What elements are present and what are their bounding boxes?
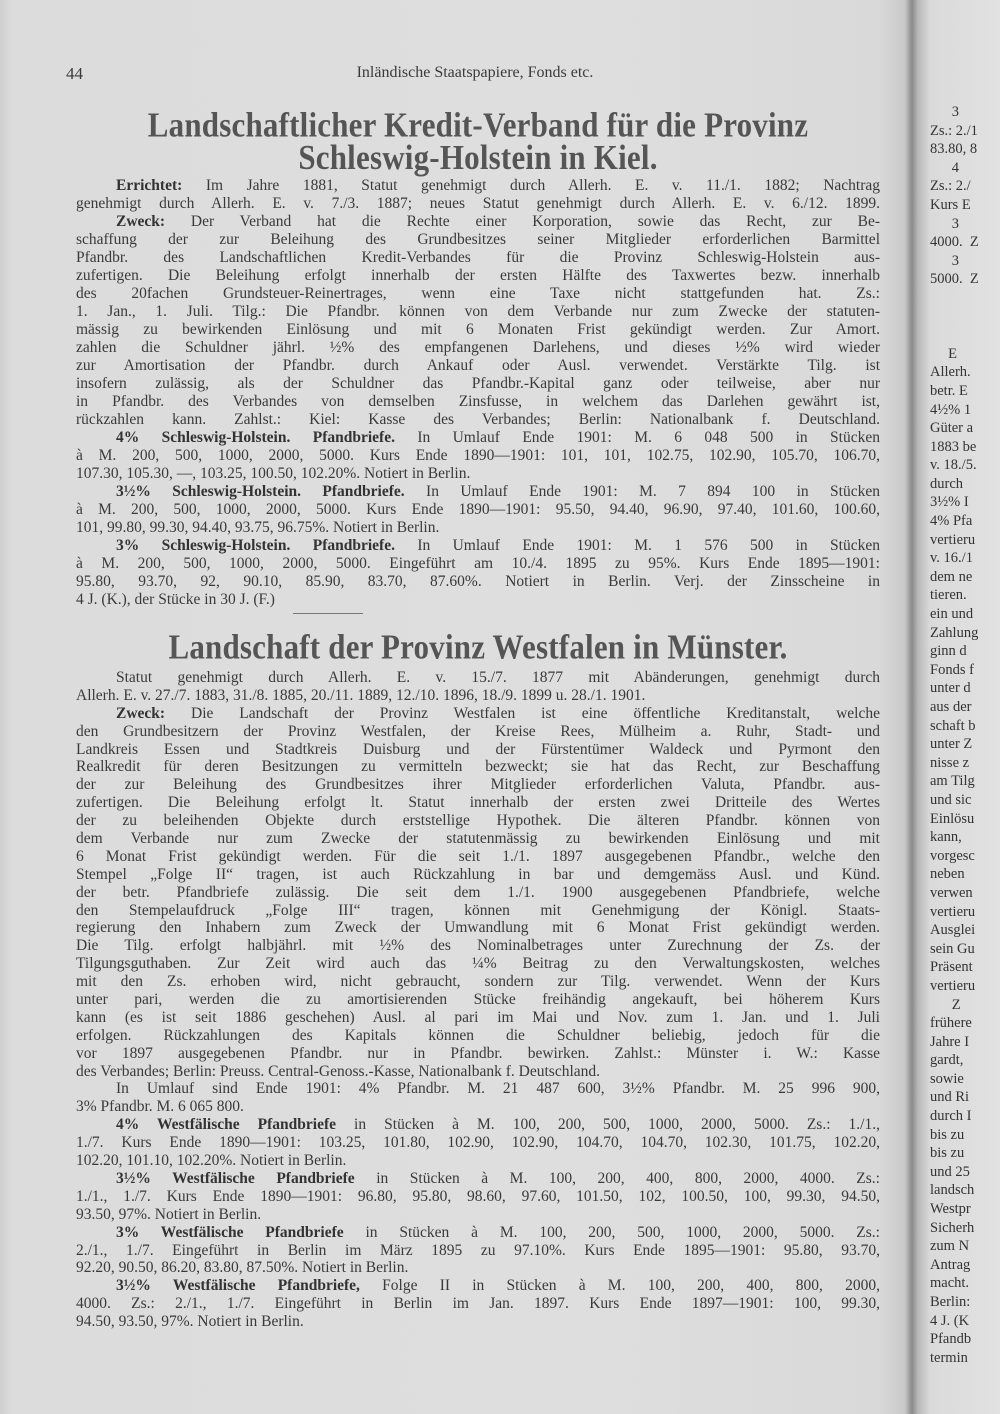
fragment-line: durch I — [930, 1108, 972, 1125]
line-text: Die Tilg. erfolgt halbjährl. mit ½% des Nominalbetrages unter Zurechnung der Zs. der — [76, 937, 880, 955]
text-line — [76, 501, 880, 519]
fragment-line: 3 — [930, 215, 959, 232]
text-line — [76, 1206, 880, 1224]
text-line — [76, 1259, 880, 1277]
line-text: dem Verbande nur zum Zwecke der statutenmässig zu bewirkenden Einlösung und mit — [76, 830, 880, 848]
fragment-line: Allerh. — [930, 364, 971, 381]
line-text: 93.50, 97%. Notiert in Berlin. — [76, 1205, 262, 1223]
fragment-line: am Tilg — [930, 773, 975, 790]
line-text: rückzahlen kann. Zahlst.: Kiel: Kasse des Verbandes; Berlin: Nationalbank f. Deutschland. — [76, 411, 880, 428]
fragment-line: Antrag — [930, 1256, 971, 1273]
fragment-line: Berlin: — [930, 1294, 971, 1310]
text-line — [76, 1027, 880, 1045]
fragment-line: zum N — [930, 1238, 970, 1255]
text-line — [76, 1009, 880, 1027]
text-line — [76, 794, 880, 812]
line-text: Die Landschaft der Provinz Westfalen ist eine öffentliche Kreditanstalt, welche — [165, 704, 880, 722]
line-text: 1./1., 1./7. Kurs Ende 1890—1901: 96.80, 95.80, 98.60, 97.60, 101.50, 102, 100.50, 100, 99.30, 94.50, — [76, 1187, 880, 1205]
line-text: zur Amortisation der Pfandbr. durch Ankauf oder Ausl. verwendet. Verstärkte Tilg. ist — [76, 357, 880, 374]
fragment-line: Fonds f — [930, 661, 974, 678]
fragment-line: v. 18./5. — [930, 457, 977, 474]
line-text: Im Jahre 1881, Statut genehmigt durch Allerh. E. v. 11./1. 1882; Nachtrag — [182, 177, 880, 194]
text-line — [76, 919, 880, 937]
fragment-line: sein Gu — [930, 940, 975, 957]
text-line — [76, 519, 880, 537]
line-text: kann (es ist seit 1886 geschehen) Ausl. al pari im Mai und Nov. zum 1. Jan. und 1. Juli — [76, 1008, 880, 1026]
text-line — [76, 687, 880, 705]
line-text: den Grundbesitzern der Provinz Westfalen, der Kreise Rees, Mülheim a. Ruhr, Stadt- und — [76, 722, 880, 740]
line-text: in Stücken à M. 100, 200, 500, 1000, 2000, 5000. Zs.: — [343, 1223, 880, 1241]
fragment-line: unter d — [930, 680, 971, 697]
fragment-line: E — [930, 345, 957, 362]
fragment-line: 4000. Z — [930, 234, 979, 251]
text-line — [76, 429, 880, 447]
fragment-line — [930, 326, 1000, 345]
line-text: Tilgungsguthaben. Zur Zeit wird auch das ¼% Beitrag zu den Verwaltungskosten, welches — [76, 955, 880, 973]
fragment-line: Pfandb — [930, 1331, 972, 1348]
line-text: regierung den Inhabern zum Zweck der Umwandlung mit 6 Monat Frist gekündigt werden. — [76, 919, 880, 937]
fragment-line: dem ne — [930, 568, 973, 585]
fragment-line: 83.80, 8 — [930, 141, 978, 158]
line-text: à M. 200, 500, 1000, 2000, 5000. Eingeführt am 10./4. 1895 zu 95%. Kurs Ende 1895—1901: — [76, 555, 880, 572]
text-line — [76, 375, 880, 393]
fragment-line: unter Z — [930, 736, 973, 753]
line-text: 3% Pfandbr. M. 6 065 800. — [76, 1098, 244, 1116]
fragment-line — [930, 308, 1000, 327]
line-text: In Umlauf Ende 1901: M. 1 576 500 in Stücken — [394, 537, 880, 554]
line-text: Pfandbr. des Landschaftlichen Kredit-Verbandes für die Provinz Schleswig-Holstein aus- — [76, 249, 880, 266]
bold-lead: 3½% Westfälische Pfandbriefe, — [116, 1277, 360, 1295]
fragment-line: schaft b — [930, 717, 976, 734]
line-text: in Pfandbr. des Verbandes von demselben Zinsfusse, in welchem das Darlehen gewährt ist, — [76, 393, 880, 410]
text-line — [76, 303, 880, 321]
line-text: unter pari, werden die zu amortisierenden Stücke freihändig angekauft, bei höherem Kurs — [76, 991, 880, 1009]
fragment-line: und Ri — [930, 1089, 970, 1106]
fragment-line: betr. E — [930, 382, 968, 399]
fragment-line: tieren. — [930, 587, 967, 604]
line-text: schaffung der zur Beleihung des Grundbesitzes seiner Mitglieder erforderlichen Barmittel — [76, 231, 880, 248]
text-line — [76, 991, 880, 1009]
line-text: 94.50, 93.50, 97%. Notiert in Berlin. — [76, 1313, 304, 1331]
fragment-line: sowie — [930, 1070, 964, 1087]
fragment-line: Präsent — [930, 959, 973, 976]
fragment-line: aus der — [930, 699, 972, 715]
text-line — [76, 537, 880, 555]
text-line — [76, 231, 880, 249]
fragment-line: und 25 — [930, 1163, 970, 1180]
fragment-line: Ausglei — [930, 922, 976, 939]
fragment-line: Jahre I — [930, 1033, 970, 1050]
bold-lead: Zweck: — [116, 704, 166, 722]
line-text: Realkredit für deren Besitzungen zu vermitteln bezweckt; sie hat das Recht, zur Beschaffung — [76, 758, 880, 776]
section-separator — [293, 613, 363, 614]
line-text: 107.30, 105.30, —, 103.25, 100.50, 102.20%. Notiert in Berlin. — [76, 465, 471, 482]
bold-lead: 4% Schleswig-Holstein. Pfandbriefe. — [116, 429, 395, 446]
text-line — [76, 937, 880, 955]
text-line — [76, 1098, 880, 1116]
line-text: à M. 200, 500, 1000, 2000, 5000. Kurs Ende 1890—1901: 95.50, 94.40, 96.90, 97.40, 101.60, 100.60, — [76, 501, 880, 518]
line-text: vor 1897 ausgegebenen Pfandbr. nur in Pfandbr. bewirken. Zahlst.: Münster i. W.: Kasse — [76, 1044, 880, 1062]
fragment-line: 5000. Z — [930, 271, 979, 288]
line-text: 102.20, 101.10, 102.20%. Notiert in Berlin. — [76, 1152, 347, 1170]
fragment-line: Kurs E — [930, 196, 971, 213]
line-text: Stempel „Folge II“ tragen, ist auch Rückzahlung in bar und demgemäss Ausl. und Künd. — [76, 865, 880, 883]
text-line — [76, 285, 880, 303]
line-text: 92.20, 90.50, 86.20, 83.80, 87.50%. Notiert in Berlin. — [76, 1259, 409, 1277]
fragment-line: und sic — [930, 791, 972, 808]
text-line — [76, 830, 880, 848]
line-text: In Umlauf Ende 1901: M. 6 048 500 in Stücken — [394, 429, 880, 446]
text-line — [76, 249, 880, 267]
line-text: Landkreis Essen und Stadtkreis Duisburg und der Fürstentümer Waldeck und Pyrmont den — [76, 740, 880, 758]
fragment-line: 4 — [930, 159, 959, 176]
line-text: der zur Beleihung des Grundbesitzes ihrer Mitglieder erforderlichen Valuta, Pfandbr. aus- — [76, 776, 880, 794]
fragment-line: Zahlung — [930, 624, 979, 641]
bold-lead: Errichtet: — [116, 177, 183, 194]
text-line — [76, 758, 880, 776]
bold-lead: 3½% Westfälische Pfandbriefe — [116, 1169, 355, 1187]
line-text: Folge II in Stücken à M. 100, 200, 400, 800, 2000, — [359, 1277, 880, 1295]
text-line — [76, 1224, 880, 1242]
text-line — [76, 1063, 880, 1081]
section-body-schleswig-holstein — [76, 177, 880, 609]
line-text: der zu beleihenden Objekte durch erststellige Hypothek. Die älteren Pfandbr. können von — [76, 812, 880, 830]
text-line — [76, 555, 880, 573]
fragment-line: 3½% I — [930, 494, 969, 511]
line-text: mit den Zs. erhoben wird, nicht gebraucht, sondern zur Tilg. verwendet. Wenn der Kurs — [76, 973, 880, 991]
fragment-line: Z — [930, 996, 961, 1013]
line-text: des 20fachen Grundsteuer-Reinertrages, wenn eine Taxe nicht stattgefunden hat. Zs.: — [76, 285, 880, 302]
text-line — [76, 1277, 880, 1295]
text-line — [76, 973, 880, 991]
text-line — [76, 1045, 880, 1063]
text-line — [76, 447, 880, 465]
bold-lead: 3½% Schleswig-Holstein. Pfandbriefe. — [116, 483, 405, 500]
bold-lead: 3% Westfälische Pfandbriefe — [116, 1223, 344, 1241]
line-text: Der Verband hat die Rechte einer Korporation, sowie das Recht, zur Be- — [165, 213, 880, 230]
line-text: in Stücken à M. 100, 200, 400, 800, 2000, 4000. Zs.: — [354, 1169, 880, 1187]
line-text: der betr. Pfandbriefe zulässig. Die seit dem 1./1. 1900 ausgegebenen Pfandbriefe, welche — [76, 883, 880, 901]
page-number: 44 — [66, 64, 83, 83]
text-line — [76, 1170, 880, 1188]
title-line: Schleswig-Holstein in Kiel. — [298, 137, 658, 177]
text-line — [76, 1242, 880, 1260]
fragment-line: 4 J. (K — [930, 1312, 970, 1329]
line-text: zufertigen. Die Beleihung erfolgt lt. Statut innerhalb der ersten zwei Dritteile des Wertes — [76, 794, 880, 812]
text-line — [76, 902, 880, 920]
text-line — [76, 812, 880, 830]
text-line — [76, 1134, 880, 1152]
fragment-line: 3 — [930, 252, 959, 269]
fragment-line: termin — [930, 1349, 968, 1366]
fragment-line: neben — [930, 866, 965, 883]
line-text: zufertigen. Die Beleihung erfolgt innerhalb der ersten Hälfte des Taxwertes bezw. innerhalb — [76, 267, 880, 284]
text-line — [76, 1152, 880, 1170]
text-line — [76, 776, 880, 794]
fragment-line: 4½% 1 — [930, 401, 972, 418]
fragment-line: Zs.: 2./1 — [930, 122, 978, 139]
title-line: Landschaftlicher Kredit-Verband für die Provinz — [147, 105, 809, 145]
text-line — [76, 177, 880, 195]
bold-lead: 3% Schleswig-Holstein. Pfandbriefe. — [116, 537, 395, 554]
line-text: erfolgen. Rückzahlungen des Kapitals können die Schuldner beliebig, jedoch für die — [76, 1026, 880, 1044]
fragment-line: kann, — [930, 829, 962, 846]
line-text: des Verbandes; Berlin: Preuss. Central-Genoss.-Kasse, Nationalbank f. Deutschland. — [76, 1062, 601, 1080]
text-line — [76, 483, 880, 501]
fragment-line: 1883 be — [930, 438, 977, 455]
line-text: Allerh. E. v. 27./7. 1883, 31./8. 1885, 20./11. 1889, 12./10. 1896, 18./9. 1899 u. 28./1. 1901. — [76, 686, 646, 704]
text-line — [76, 465, 880, 483]
line-text: 4 J. (K.), der Stücke in 30 J. (F.) — [76, 591, 275, 608]
line-text: 1./7. Kurs Ende 1890—1901: 103.25, 101.80, 102.90, 102.90, 104.70, 104.70, 102.30, 101.75, 102.20, — [76, 1134, 880, 1152]
line-text: den Stempelaufdruck „Folge III“ tragen, können mit Genehmigung der Königl. Staats- — [76, 901, 880, 919]
fragment-line: ginn d — [930, 643, 967, 660]
fragment-line: macht. — [930, 1275, 970, 1292]
fragment-line: durch — [930, 475, 964, 492]
line-text: 4000. Zs.: 2./1., 1./7. Eingeführt in Berlin im Jan. 1897. Kurs Ende 1897—1901: 100, 99.30, — [76, 1295, 880, 1313]
line-text: 6 Monat Frist gekündigt werden. Für die seit 1./1. 1897 ausgegebenen Pfandbr., welche den — [76, 847, 880, 865]
bold-lead: 4% Westfälische Pfandbriefe — [116, 1116, 337, 1134]
text-line — [76, 339, 880, 357]
fragment-line: Einlösu — [930, 810, 975, 827]
fragment-line: bis zu — [930, 1126, 965, 1143]
line-text: à M. 200, 500, 1000, 2000, 5000. Kurs Ende 1890—1901: 101, 101, 102.75, 102.90, 105.70, 106.70, — [76, 447, 880, 464]
adjacent-page-fragment — [930, 103, 1000, 1367]
fragment-line: Güter a — [930, 420, 974, 437]
fragment-line: 4% Pfa — [930, 513, 973, 530]
text-line — [76, 741, 880, 759]
fragment-line: landsch — [930, 1182, 975, 1199]
section-body-westfalen — [76, 669, 880, 1331]
fragment-line: 3 — [930, 104, 959, 120]
text-line — [76, 1116, 880, 1134]
text-line — [76, 723, 880, 741]
text-line — [76, 591, 880, 609]
text-line — [76, 1295, 880, 1313]
text-line — [76, 848, 880, 866]
fragment-line: verwen — [930, 884, 973, 901]
text-line — [76, 195, 880, 213]
fragment-line: nisse z — [930, 754, 970, 771]
line-text: 2./1., 1./7. Eingeführt in Berlin im März 1895 zu 97.10%. Kurs Ende 1895—1901: 95.80, 93.70, — [76, 1241, 880, 1259]
text-line — [76, 705, 880, 723]
text-line — [76, 357, 880, 375]
line-text: in Stücken à M. 100, 200, 500, 1000, 2000, 5000. Zs.: 1./1., — [336, 1116, 880, 1134]
text-line — [76, 393, 880, 411]
line-text: 1. Jan., 1. Juli. Tilg.: Die Pfandbr. können von dem Verbande nur zum Zwecke der statuten- — [76, 303, 880, 320]
section-title-westfalen: Landschaft der Provinz Westfalen in Münster. — [168, 626, 788, 667]
line-text: Statut genehmigt durch Allerh. E. v. 15./7. 1877 mit Abänderungen, genehmigt durch — [116, 669, 880, 686]
fragment-line: Sicherh — [930, 1219, 975, 1236]
fragment-line: vertieru — [930, 977, 976, 994]
line-text: 101, 99.80, 99.30, 94.40, 93.75, 96.75%. Notiert in Berlin. — [76, 519, 440, 536]
line-text: mässig zu bewirkenden Einlösung und mit 6 Monaten Frist gekündigt werden. Zur Amort. — [76, 321, 880, 338]
line-text: zahlen die Schuldner jährl. ½% des empfangenen Darlehens, und dieses ½% wird wieder — [76, 339, 880, 356]
fragment-line: frühere — [930, 1015, 972, 1032]
text-line — [76, 1188, 880, 1206]
line-text: In Umlauf Ende 1901: M. 7 894 100 in Stücken — [404, 483, 880, 500]
fragment-line: bis zu — [930, 1145, 965, 1162]
text-line — [76, 321, 880, 339]
text-line — [76, 1080, 880, 1098]
fragment-line: vertieru — [930, 903, 976, 920]
text-line — [76, 411, 880, 429]
line-text: In Umlauf sind Ende 1901: 4% Pfandbr. M. 21 487 600, 3½% Pfandbr. M. 25 996 900, — [116, 1080, 880, 1098]
text-line — [76, 1313, 880, 1331]
fragment-line: vorgesc — [930, 847, 975, 864]
fragment-line: v. 16./1 — [930, 550, 973, 567]
fragment-line: gardt, — [930, 1052, 964, 1069]
line-text: insofern zulässig, als der Schuldner das Pfandbr.-Kapital ganz oder teilweise, aber nur — [76, 375, 880, 392]
line-text: 95.80, 93.70, 92, 90.10, 85.90, 83.70, 87.60%. Notiert in Berlin. Verj. der Zinsscheine in — [76, 573, 880, 590]
fragment-line: Westpr — [930, 1201, 971, 1218]
bold-lead: Zweck: — [116, 213, 166, 230]
text-line — [76, 267, 880, 285]
fragment-line — [930, 289, 1000, 308]
text-line — [76, 669, 880, 687]
text-line — [76, 884, 880, 902]
fragment-line: ein und — [930, 606, 974, 623]
section-title-schleswig-holstein — [76, 105, 880, 177]
text-line — [76, 955, 880, 973]
text-line — [76, 573, 880, 591]
running-head: Inländische Staatspapiere, Fonds etc. — [356, 64, 594, 81]
line-text: genehmigt durch Allerh. E. v. 7./3. 1887; neues Statut genehmigt durch Allerh. E. v. 6./12. 1899. — [76, 195, 880, 212]
text-line — [76, 866, 880, 884]
fragment-line: vertieru — [930, 531, 976, 548]
text-line — [76, 213, 880, 231]
fragment-line: Zs.: 2./ — [930, 178, 971, 195]
